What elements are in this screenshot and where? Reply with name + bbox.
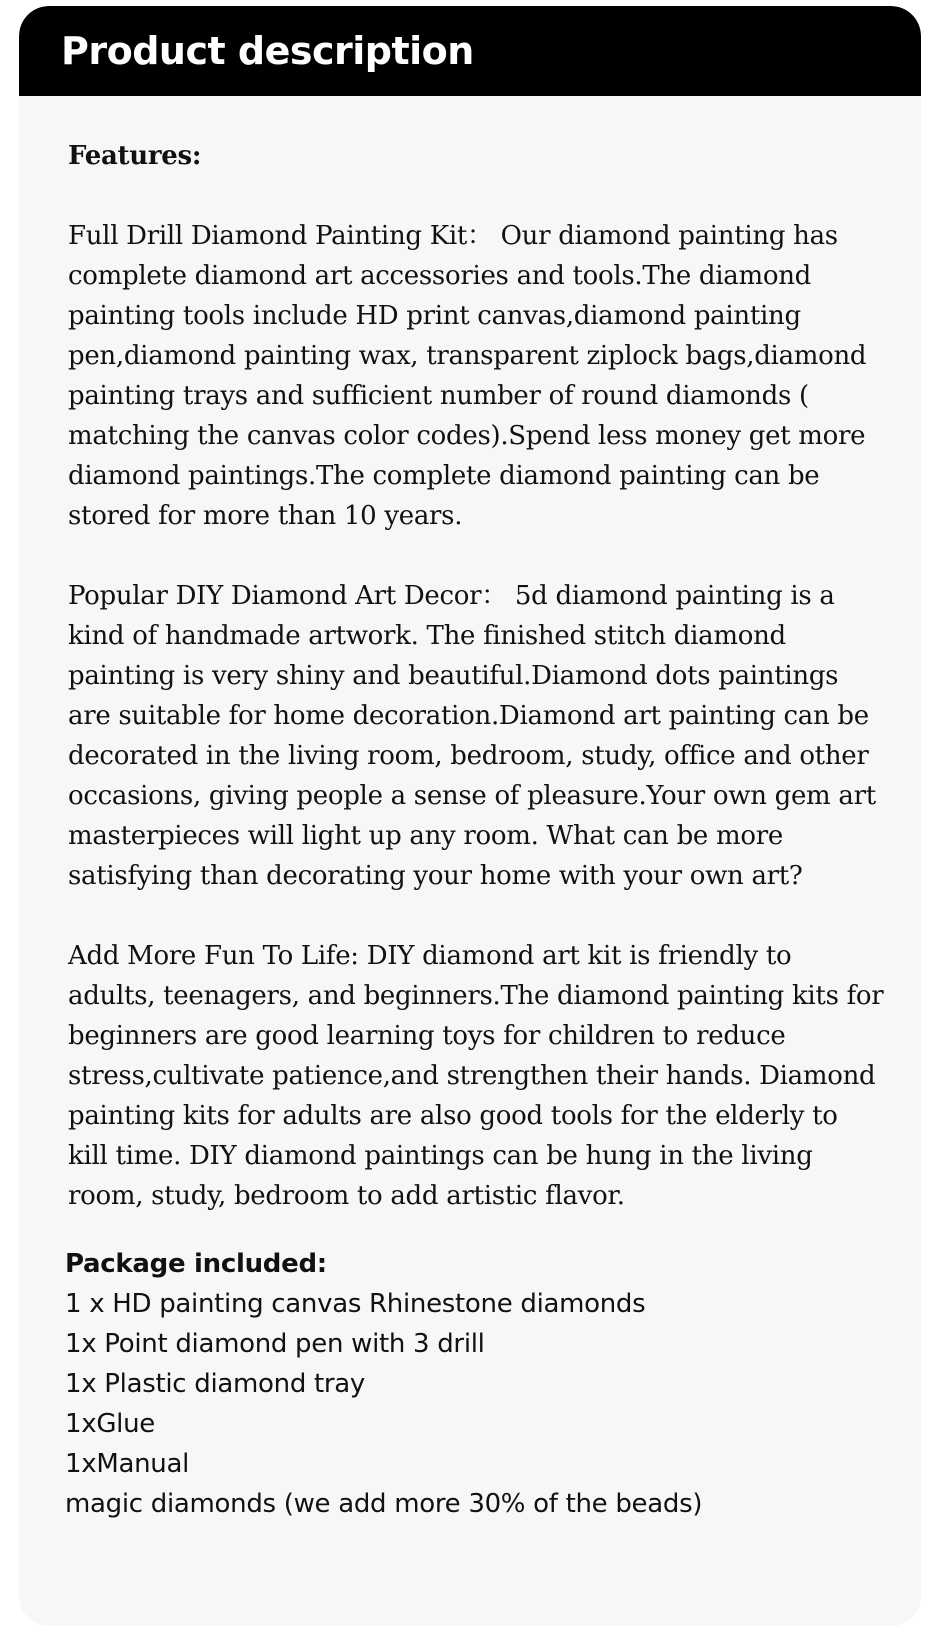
- section-title: Product description: [61, 29, 474, 73]
- card-body: [19, 96, 921, 1524]
- feature-paragraph-fun-to-life: Add More Fun To Life: DIY diamond art kit is friendly to adults, teenagers, and beginners.The diamond painting kits for beginners are good learning toys for children to reduce stress,cultivate patience,and strengthen their hands. Diamond painting kits for adults are also good tools for the elderly to kill time. DIY diamond paintings can be hung in the living room, study, bedroom to add artistic flavor.: [68, 941, 884, 1211]
- feature-paragraph-art-decor: Popular DIY Diamond Art Decor： 5d diamond painting is a kind of handmade artwork. The finished stitch diamond painting is very shiny and beautiful.Diamond dots paintings are suitable for home decoration.Diamond art painting can be decorated in the living room, bedroom, study, office and other occasions, giving people a sense of pleasure.Your own gem art masterpieces will light up any room. What can be more satisfying than decorating your home with your own art?: [68, 581, 876, 891]
- package-heading: Package included:: [65, 1249, 327, 1279]
- package-section: [65, 1244, 885, 1524]
- feature-paragraph-drill-kit: Full Drill Diamond Painting Kit： Our diamond painting has complete diamond art accessories and tools.The diamond painting tools include HD print canvas,diamond painting pen,diamond painting wax, transparent ziplock bags,diamond painting trays and sufficient number of round diamonds ( matching the canvas color codes).Spend less money get more diamond paintings.The complete diamond painting can be stored for more than 10 years.: [68, 221, 867, 531]
- package-item: 1xManual: [65, 1449, 190, 1479]
- package-item: 1x Plastic diamond tray: [65, 1369, 365, 1399]
- package-item: 1 x HD painting canvas Rhinestone diamonds: [65, 1289, 646, 1319]
- package-list: [65, 1284, 885, 1524]
- package-item: 1x Point diamond pen with 3 drill: [65, 1329, 485, 1359]
- features-section: [68, 136, 885, 1216]
- product-description-card: [19, 6, 921, 1626]
- card-header: [19, 6, 921, 96]
- package-item: magic diamonds (we add more 30% of the beads): [65, 1489, 703, 1519]
- package-item: 1xGlue: [65, 1409, 155, 1439]
- features-heading: Features:: [68, 141, 202, 171]
